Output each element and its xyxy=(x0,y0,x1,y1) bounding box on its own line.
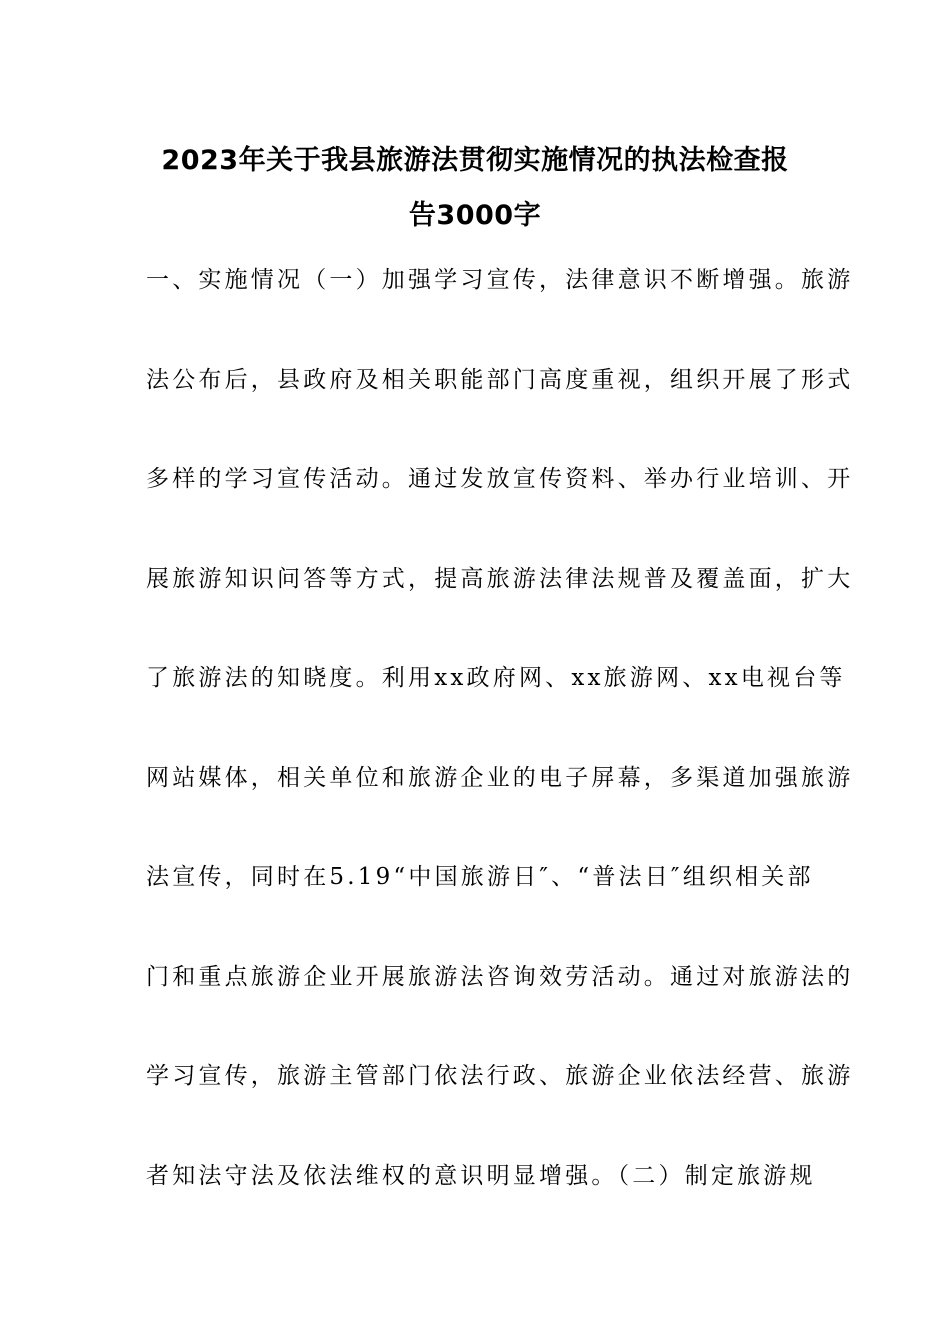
body-line-7: 法宣传，同时在5.19“中国旅游日″、“普法日″组织相关部 xyxy=(146,864,814,890)
body-line-6: 网站媒体，相关单位和旅游企业的电子屏幕，多渠道加强旅游 xyxy=(146,765,854,791)
body-line-2: 法公布后，县政府及相关职能部门高度重视，组织开展了形式 xyxy=(146,367,854,393)
body-line-3: 多样的学习宣传活动。通过发放宣传资料、举办行业培训、开 xyxy=(146,466,854,492)
body-line-8: 门和重点旅游企业开展旅游法咨询效劳活动。通过对旅游法的 xyxy=(146,964,854,990)
document-title-line-1: 2023年关于我县旅游法贯彻实施情况的执法检查报 xyxy=(161,145,789,176)
body-line-4: 展旅游知识问答等方式，提高旅游法律法规普及覆盖面，扩大 xyxy=(146,566,854,592)
body-line-5: 了旅游法的知晓度。利用xx政府网、xx旅游网、xx电视台等 xyxy=(146,665,846,691)
body-line-10: 者知法守法及依法维权的意识明显增强。（二）制定旅游规 xyxy=(146,1163,816,1189)
body-line-9: 学习宣传，旅游主管部门依法行政、旅游企业依法经营、旅游 xyxy=(146,1063,854,1089)
body-line-1: 一、实施情况（一）加强学习宣传，法律意识不断增强。旅游 xyxy=(146,267,854,293)
document-title-line-2: 告3000字 xyxy=(408,200,542,231)
